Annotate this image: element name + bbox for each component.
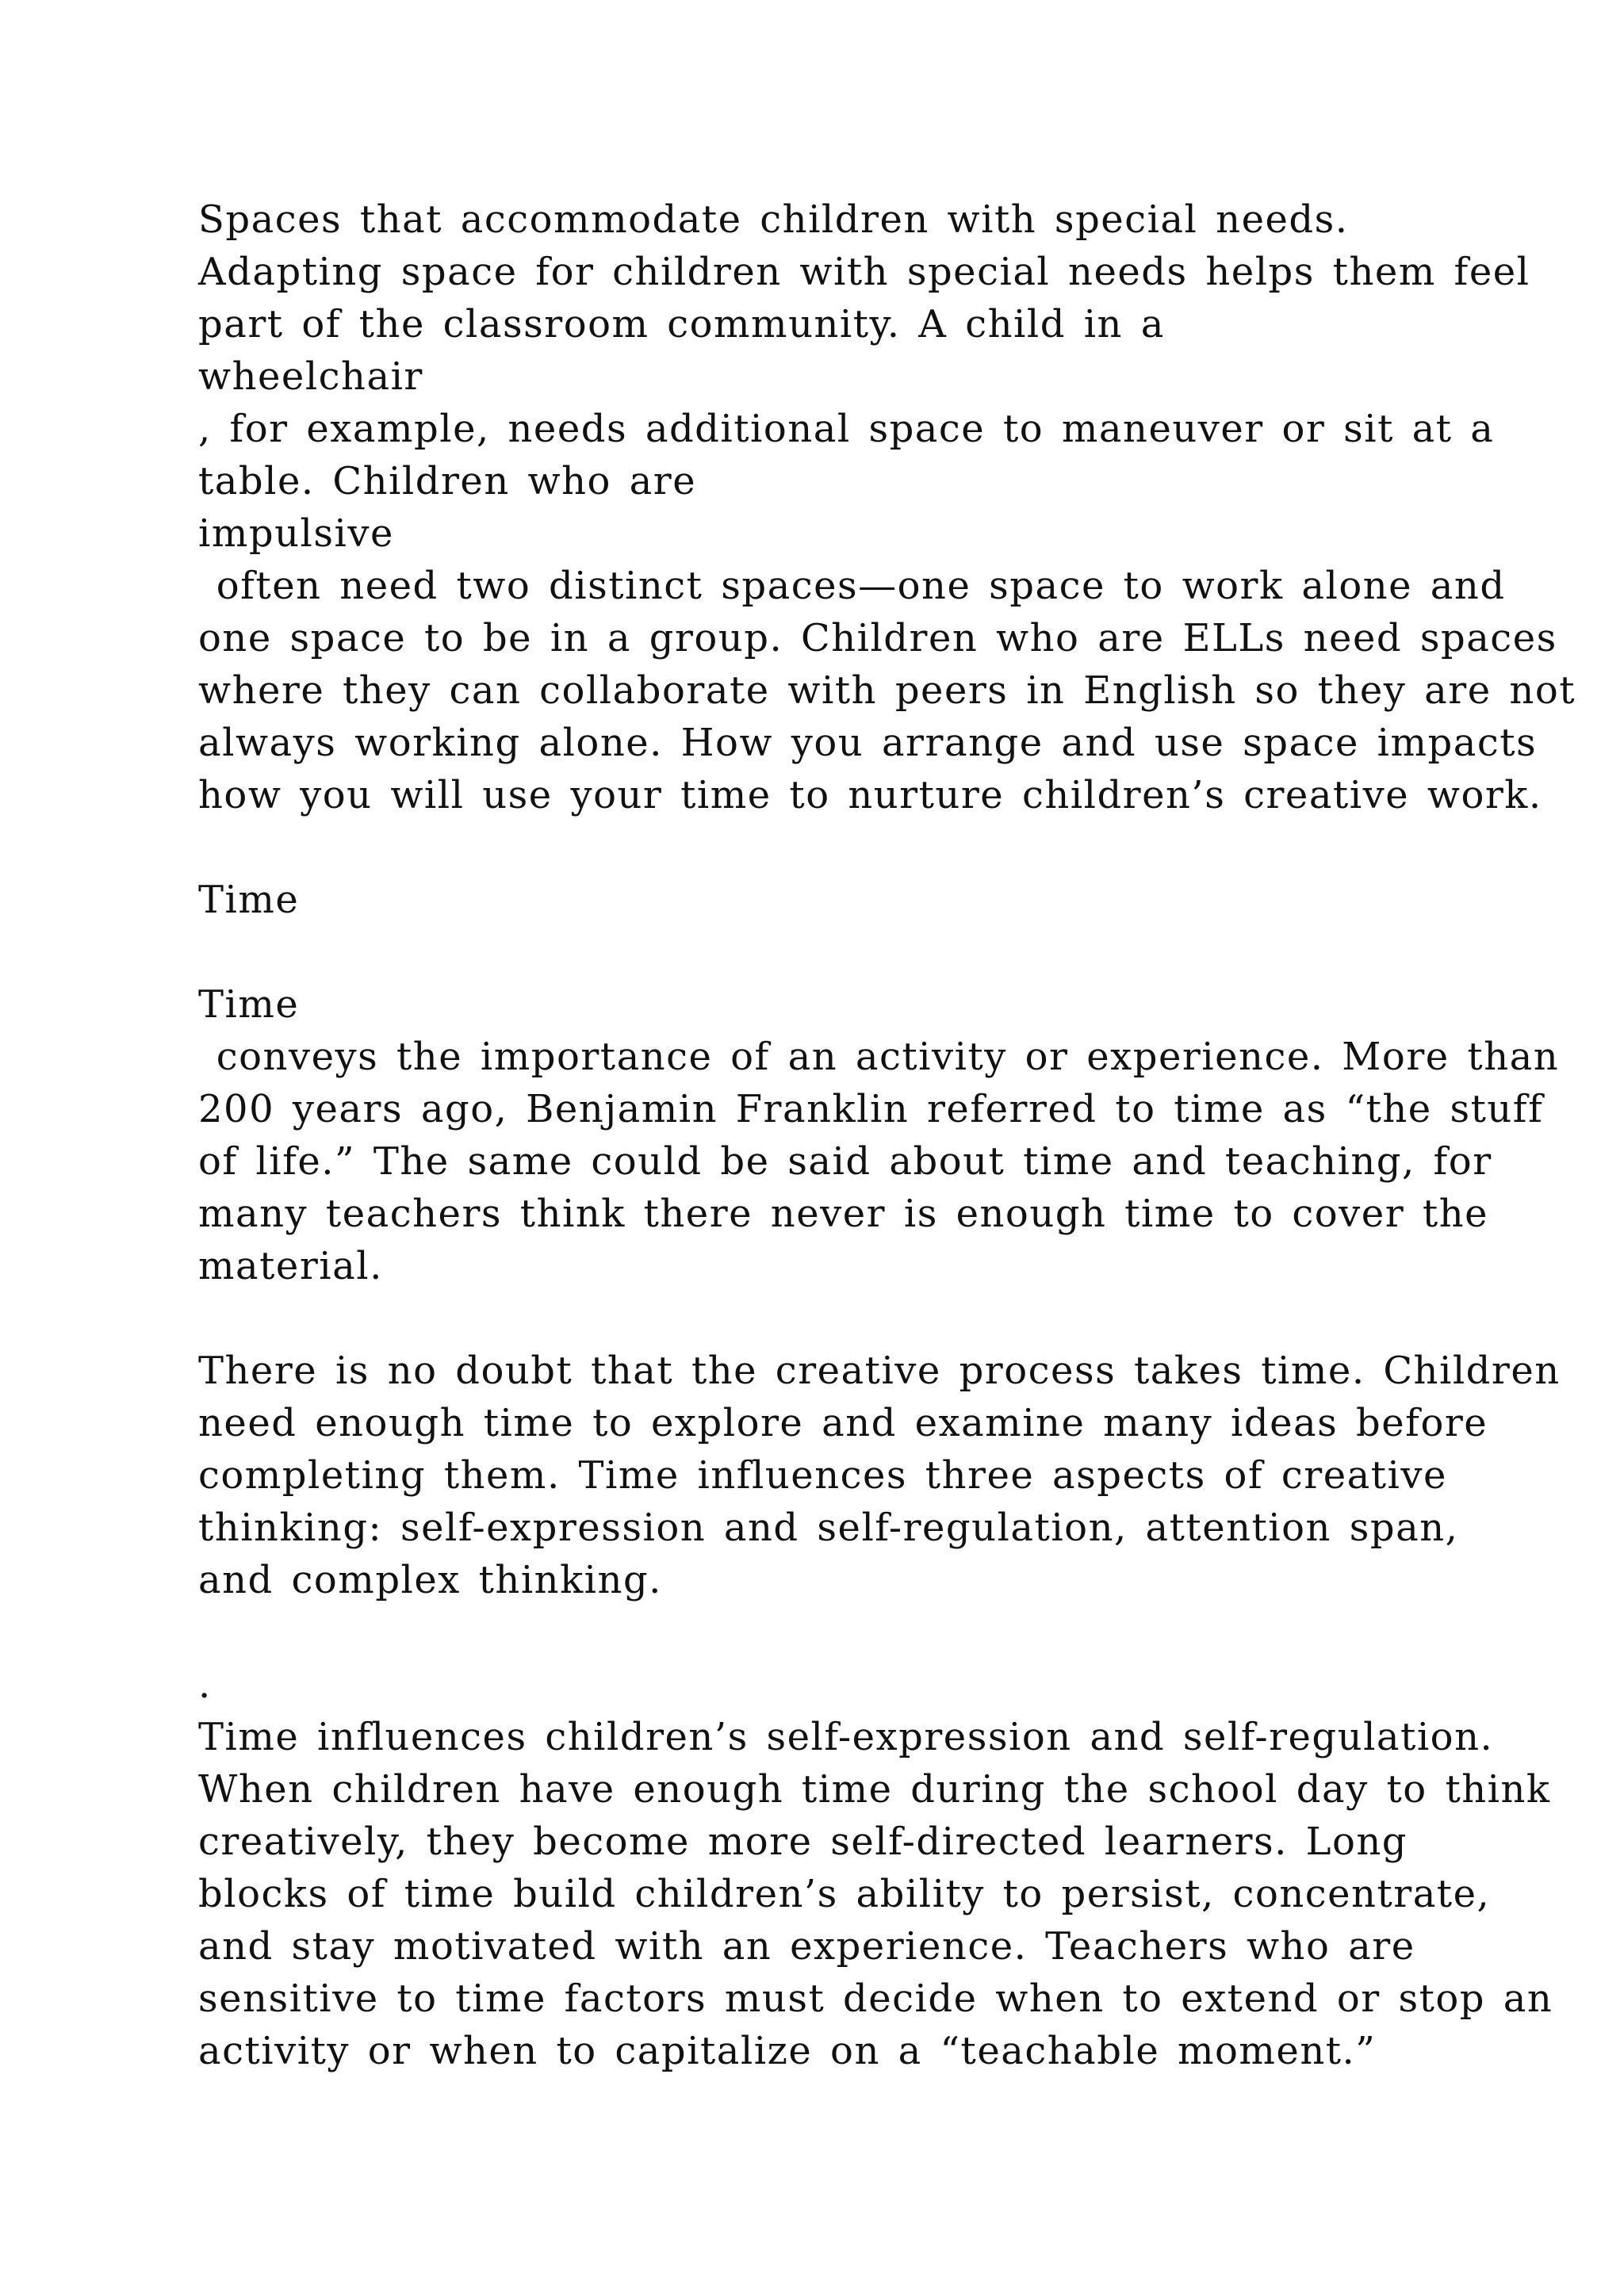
text-line: Time <box>198 982 300 1027</box>
text-line: need enough time to explore and examine many ideas before <box>198 1401 1488 1445</box>
text-line: There is no doubt that the creative process takes time. Children <box>198 1349 1561 1393</box>
text-line: blocks of time build children’s ability to persist, concentrate, <box>198 1872 1491 1916</box>
text-line: conveys the importance of an activity or experience. More than <box>198 1035 1560 1079</box>
text-line: sensitive to time factors must decide when to extend or stop an <box>198 1976 1553 2021</box>
section-heading: Time <box>198 878 300 922</box>
text-line: Spaces that accommodate children with special needs. <box>198 197 1349 242</box>
text-line: . <box>198 1663 212 1707</box>
text-line: completing them. Time influences three aspects of creative <box>198 1453 1447 1498</box>
text-line: and complex thinking. <box>198 1558 662 1602</box>
text-line: of life.” The same could be said about time and teaching, for <box>198 1139 1492 1184</box>
text-line: 200 years ago, Benjamin Franklin referred to time as “the stuff <box>198 1087 1544 1131</box>
text-line: part of the classroom community. A child in a <box>198 302 1165 346</box>
text-line: wheelchair <box>198 354 423 399</box>
blank-line <box>198 821 1467 874</box>
text-line: often need two distinct spaces—one space to work alone and <box>198 564 1506 608</box>
document-body <box>198 193 1576 2077</box>
text-line: and stay motivated with an experience. Teachers who are <box>198 1924 1415 1969</box>
text-line: impulsive <box>198 511 394 556</box>
text-line: , for example, needs additional space to maneuver or sit at a <box>198 407 1495 451</box>
text-line: how you will use your time to nurture children’s creative work. <box>198 773 1542 817</box>
text-line: Time influences children’s self-expression and self-regulation. <box>198 1715 1494 1759</box>
text-line: creatively, they become more self-directed learners. Long <box>198 1820 1408 1864</box>
text-line: thinking: self-expression and self-regulation, attention span, <box>198 1506 1459 1550</box>
blank-line <box>198 1606 1467 1659</box>
text-line: always working alone. How you arrange and use space impacts <box>198 721 1538 765</box>
text-line: material. <box>198 1244 383 1288</box>
text-line: where they can collaborate with peers in English so they are not <box>198 668 1576 713</box>
text-line: Adapting space for children with special needs helps them feel <box>198 250 1530 294</box>
text-line: activity or when to capitalize on a “teachable moment.” <box>198 2029 1377 2073</box>
text-line: table. Children who are <box>198 459 697 503</box>
text-line: one space to be in a group. Children who are ELLs need spaces <box>198 616 1557 660</box>
blank-line <box>198 926 1467 978</box>
text-line: many teachers think there never is enough time to cover the <box>198 1192 1489 1236</box>
blank-line <box>198 1292 1467 1345</box>
text-line: When children have enough time during the school day to think <box>198 1767 1551 1812</box>
